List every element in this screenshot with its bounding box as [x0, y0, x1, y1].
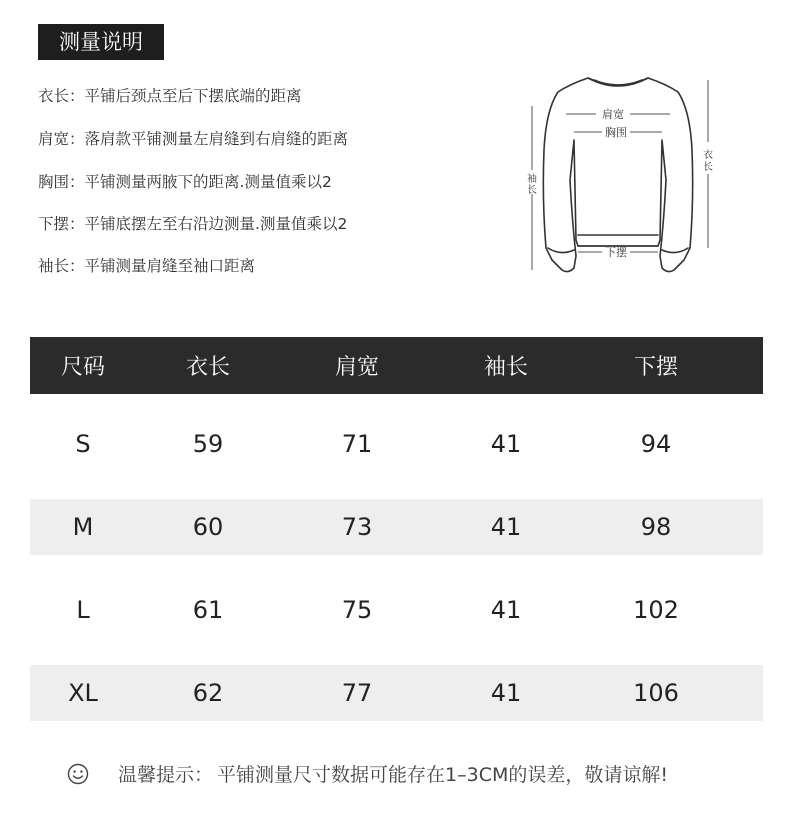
header-hem: 下摆	[633, 355, 678, 380]
definition-label: 袖长：	[38, 257, 85, 275]
sweater-diagram	[522, 70, 742, 282]
cell-shoulder: 77	[341, 679, 373, 707]
diagram-length-label-char-2: 长	[703, 162, 713, 173]
cell-size: L	[76, 596, 90, 624]
diagram-length-label-char-1: 衣	[703, 150, 713, 161]
header-length: 衣长	[185, 355, 230, 380]
header-size: 尺码	[60, 355, 105, 380]
definition-item	[38, 254, 255, 276]
cell-shoulder: 75	[341, 596, 373, 624]
definition-text: 平铺测量两腋下的距离.测量值乘以2	[84, 173, 332, 191]
cell-size: S	[75, 430, 91, 458]
definition-item	[38, 127, 348, 149]
definition-label: 下摆：	[38, 215, 85, 233]
cell-shoulder: 73	[341, 513, 373, 541]
table-row	[30, 416, 763, 472]
cell-sleeve: 41	[490, 513, 522, 541]
cell-length: 61	[192, 596, 224, 624]
cell-hem: 94	[640, 430, 672, 458]
page-title: 测量说明	[38, 24, 164, 60]
cell-length: 60	[192, 513, 224, 541]
table-header-row	[30, 337, 763, 394]
cell-size: M	[72, 513, 94, 541]
table-row	[30, 582, 763, 638]
tip-note	[66, 760, 668, 787]
table-row	[30, 499, 763, 555]
diagram-shoulder-label: 肩宽	[602, 108, 624, 121]
cell-hem: 106	[633, 679, 679, 707]
header-sleeve: 袖长	[483, 355, 528, 380]
definition-item	[38, 212, 347, 234]
cell-shoulder: 71	[341, 430, 373, 458]
header-shoulder: 肩宽	[334, 355, 379, 380]
diagram-sleeve-label-char-1: 袖	[527, 174, 537, 185]
cell-sleeve: 41	[490, 679, 522, 707]
size-table	[30, 337, 763, 721]
cell-hem: 102	[633, 596, 679, 624]
definition-item	[38, 84, 302, 106]
definition-item	[38, 170, 332, 192]
cell-hem: 98	[640, 513, 672, 541]
smile-icon	[66, 762, 90, 786]
definition-text: 平铺测量肩缝至袖口距离	[84, 257, 256, 275]
cell-sleeve: 41	[490, 596, 522, 624]
diagram-chest-label: 胸围	[605, 126, 627, 139]
definition-text: 平铺底摆左至右沿边测量.测量值乘以2	[84, 215, 348, 233]
sweater-cuff-left	[548, 248, 574, 253]
diagram-hem-label: 下摆	[605, 246, 627, 259]
definition-text: 平铺后颈点至后下摆底端的距离	[84, 87, 302, 105]
definition-text: 落肩款平铺测量左肩缝到右肩缝的距离	[84, 130, 349, 148]
cell-size: XL	[68, 679, 98, 707]
sweater-cuff-right	[662, 248, 688, 253]
definition-label: 胸围：	[38, 173, 85, 191]
table-row	[30, 665, 763, 721]
cell-length: 62	[192, 679, 224, 707]
cell-sleeve: 41	[490, 430, 522, 458]
definition-label: 衣长：	[38, 87, 85, 105]
definition-label: 肩宽：	[38, 130, 85, 148]
tip-text: 平铺测量尺寸数据可能存在1–3CM的误差，敬请谅解!	[217, 764, 668, 786]
cell-length: 59	[192, 430, 224, 458]
tip-label: 温馨提示：	[118, 764, 214, 786]
diagram-sleeve-label-char-2: 长	[527, 185, 537, 196]
